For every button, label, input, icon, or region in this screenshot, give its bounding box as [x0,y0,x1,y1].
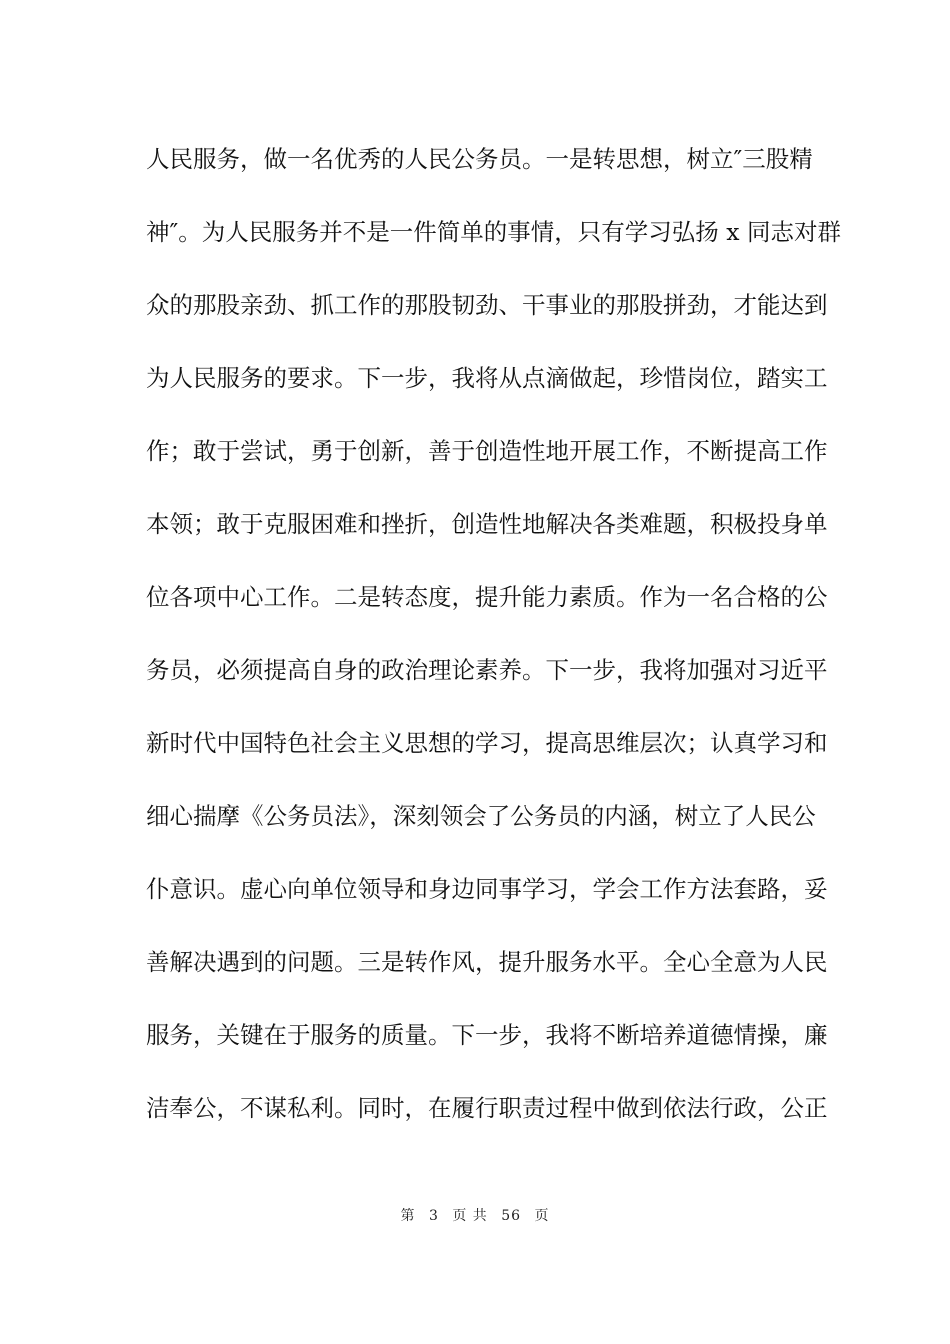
text-line-9: 新时代中国特色社会主义思想的学习，提高思维层次；认真学习和 [146,729,828,757]
text-line-3: 众的那股亲劲、抓工作的那股韧劲、干事业的那股拼劲，才能达到 [146,291,828,319]
footer-middle: 页 共 [452,1208,488,1224]
text-line-14: 洁奉公，不谋私利。同时，在履行职责过程中做到依法行政，公正 [146,1094,828,1122]
footer-page-number: 3 [428,1208,439,1224]
body-paragraph [146,136,841,1158]
text-line-6: 本领；敢于克服困难和挫折，创造性地解决各类难题，积极投身单 [146,510,828,538]
footer-total-pages: 56 [501,1208,522,1224]
text-line-2: 神″。为人民服务并不是一件简单的事情，只有学习弘扬 x 同志对群 [146,218,841,246]
text-line-7: 位各项中心工作。二是转态度，提升能力素质。作为一名合格的公 [146,583,828,611]
text-line-11: 仆意识。虚心向单位领导和身边同事学习，学会工作方法套路，妥 [146,875,828,903]
text-line-1: 人民服务，做一名优秀的人民公务员。一是转思想，树立″三股精 [146,145,813,173]
text-line-13: 服务，关键在于服务的质量。下一步，我将不断培养道德情操，廉 [146,1021,828,1049]
text-line-10: 细心揣摩《公务员法》，深刻领会了公务员的内涵，树立了人民公 [146,802,816,830]
text-line-8: 务员，必须提高自身的政治理论素养。下一步，我将加强对习近平 [146,656,828,684]
page-footer [0,1206,950,1226]
text-line-4: 为人民服务的要求。下一步，我将从点滴做起，珍惜岗位，踏实工 [146,364,828,392]
text-line-5: 作；敢于尝试，勇于创新，善于创造性地开展工作，不断提高工作 [146,437,828,465]
footer-prefix: 第 [400,1208,416,1224]
text-line-12: 善解决遇到的问题。三是转作风，提升服务水平。全心全意为人民 [146,948,828,976]
footer-suffix: 页 [534,1208,550,1224]
